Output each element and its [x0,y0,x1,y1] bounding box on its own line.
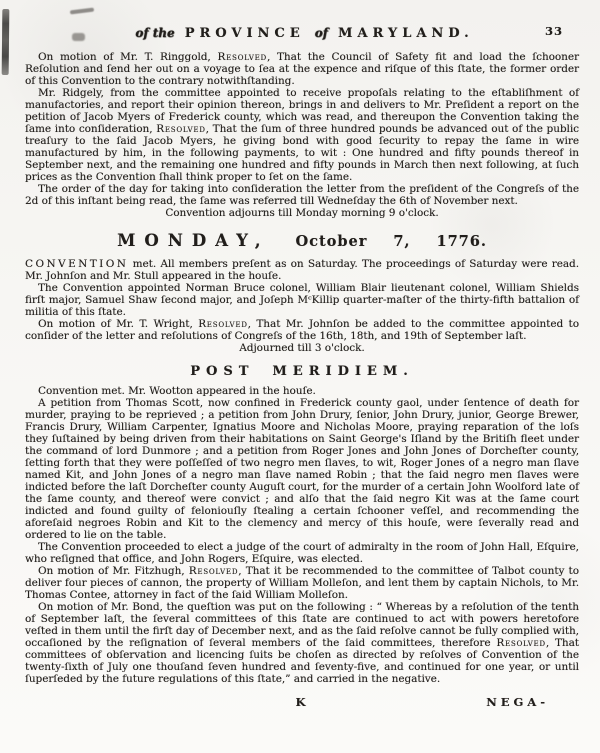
convention-word: CONVENTION [25,258,129,270]
running-title-of: of [314,26,328,40]
resolved-smallcaps: Resolved [198,318,248,330]
paragraph-wright-motion [25,318,579,342]
resolved-smallcaps: Resolved [188,565,239,577]
resolved-smallcaps: Resolved [156,123,206,135]
resolved-smallcaps: Resolved [496,637,546,649]
running-head [25,22,579,41]
paragraph-pm-convention-met: Convention met. Mr. Wootton appeared in the houſe. [38,385,316,397]
running-title-prefix: of the [135,26,175,40]
page-footer [25,695,579,711]
text-run: , That committees of obſervation and licencing ſuits be choſen as directed by reſolves of Convention of the twenty-ſixth of July one thouſand ſeven hundred and ſeventy-five, and continued for one year, or until ſuperſeded by the future regulations of this ſtate,” and carried in the negative. [25,637,579,685]
text-run: On motion of Mr. Fitzhugh, [38,565,189,577]
paragraph-admiralty-judge: The Convention proceeded to elect a judge of the court of admiralty in the room of John Hall, Eſquire, who reſigned that office, and John Rogers, Eſquire, was elected. [25,541,579,565]
adjournment-line-morning: Convention adjourns till Monday morning 9 o'clock. [165,207,439,219]
page-body [25,22,579,711]
text-run: , That the ſum of three hundred pounds be advanced out of the public treaſury to the ſaid Jacob Myers, he giving bond with good ſecurity to repay the ſame in wire manufactured by him, in the following payments, to wit : One hundred and fifty pounds thereof in September next, and the remaining one hundred and fifty pounds in March then next following, at ſuch prices as the Convention ſhall think proper to ſet on the ſame. [25,123,580,183]
paragraph-bond-motion [25,601,579,685]
text-run: Mr. Ridgely, from the committee appointed to receive propoſals relating to the eſtabliſhment of manufactories, and report their opinion thereon, brings in and delivers to Mr. Preſident a report on the petition of Jacob Myers of Frederick county, which was read, and thereupon the Convention taking the ſame into conſideration, [25,87,579,135]
heading-post-word: POST [190,364,255,379]
adjournment-line-monday: Adjourned till 3 o'clock. [239,342,365,354]
paragraph-ridgely-report [25,87,579,183]
paragraph-petitions: A petition from Thomas Scott, now confined in Frederick county gaol, under ſentence of death for murder, praying to be reprieved ; a petition from John Drury, ſenior, John Drury, junior, George Brewer, Francis Drury, William Carpenter, Ignatius Moore and Nicholas Moore, praying reparation of the loſs they ſuſtained by being driven from their habitations on Saint George's Iſland by the Britiſh fleet under the command of lord Dunmore ; and a petition from Roger Jones and John Jones of Dorcheſter county, ſetting forth that they were poſſeſſed of two negro men ſlaves, to wit, Roger Jones of a negro man ſlave named Kit, and John Jones of a negro man ſlave named Robin ; that the ſaid negro men ſlaves were indicted before the laſt Dorcheſter county Auguſt court, for the murder of a certain John Woolford late of the ſame county, and thereof were convict ; and alſo that the ſaid negro Kit was at the ſame court indicted and found guilty of feloniouſly ſtealing a certain ſchooner veſſel, and recommending the aforeſaid negroes Robin and Kit to the clemency and mercy of this houſe, were ſeverally read and ordered to lie on the table. [25,397,579,541]
scan-artifact-left-edge [2,9,10,75]
heading-day-name: MONDAY, [117,231,270,250]
heading-post-meridiem [25,364,579,379]
running-title-province: PROVINCE [184,26,305,41]
text-run: On motion of Mr. Bond, the queſtion was put on the following : “ Whereas by a reſolution of the tenth of September laſt, the ſeveral committees of this ſtate are continued to act with powers heretofore veſted in them until the firſt day of December next, and as the ſaid reſolve cannot be fully complied with, occaſioned by the reſignation of ſeveral members of the ſaid committees, therefore [25,601,579,649]
text-run: met. All members preſent as on Saturday. The proceedings of Saturday were read. Mr. Johnſon and Mr. Stull appeared in the houſe. [25,258,579,282]
heading-month: October [295,233,368,250]
text-run: , That the Council of Safety fit and load the ſchooner Reſolution and ſend her out on a voyage to ſea at the expence and riſque of this ſtate, the former order of this Convention to the contrary notwithſtanding. [25,51,579,87]
running-title-maryland: MARYLAND. [338,26,474,41]
text-run: On motion of Mr. T. Wright, [38,318,199,330]
paragraph-convention-met [25,258,579,282]
resolved-smallcaps: Resolved [217,51,267,63]
text-run: , That Mr. Johnſon be added to the committee appointed to conſider of the letter and reſolutions of Congreſs of the 16th, 18th, and 19th of September laſt. [25,318,579,342]
paragraph-order-of-day: The order of the day for taking into conſideration the letter from the preſident of the Congreſs of the 2d of this inſtant being read, the ſame was referred till Wedneſday the 6th of November next. [25,183,579,207]
paragraph-fitzhugh-motion [25,565,579,601]
paragraph-ringgold-motion [25,51,579,87]
heading-date: 7, [393,233,411,250]
text-run: , That it be recommended to the committee of Talbot county to deliver four pieces of cannon, the property of William Molleſon, and lent them by captain Nichols, to Mr. Thomas Contee, attorney in fact of the ſaid William Molleſon. [25,565,579,601]
heading-meridiem-word: MERIDIEM. [272,364,414,379]
page-number: 33 [544,24,563,38]
text-run: On motion of Mr. T. Ringgold, [38,51,218,63]
heading-monday [25,231,579,250]
heading-year: 1776. [436,233,487,250]
paragraph-officers-appointed: The Convention appointed Norman Bruce colonel, William Blair lieutenant colonel, William Shields firſt major, Samuel Shaw ſecond major, and Joſeph MᶜKillip quarter-maſter of the thirty-fifth battalion of militia of this ſtate. [25,282,579,318]
ink-smudge-top [70,8,94,15]
catchword: NEGA- [486,695,549,709]
printer-signature-mark: K [295,695,306,709]
